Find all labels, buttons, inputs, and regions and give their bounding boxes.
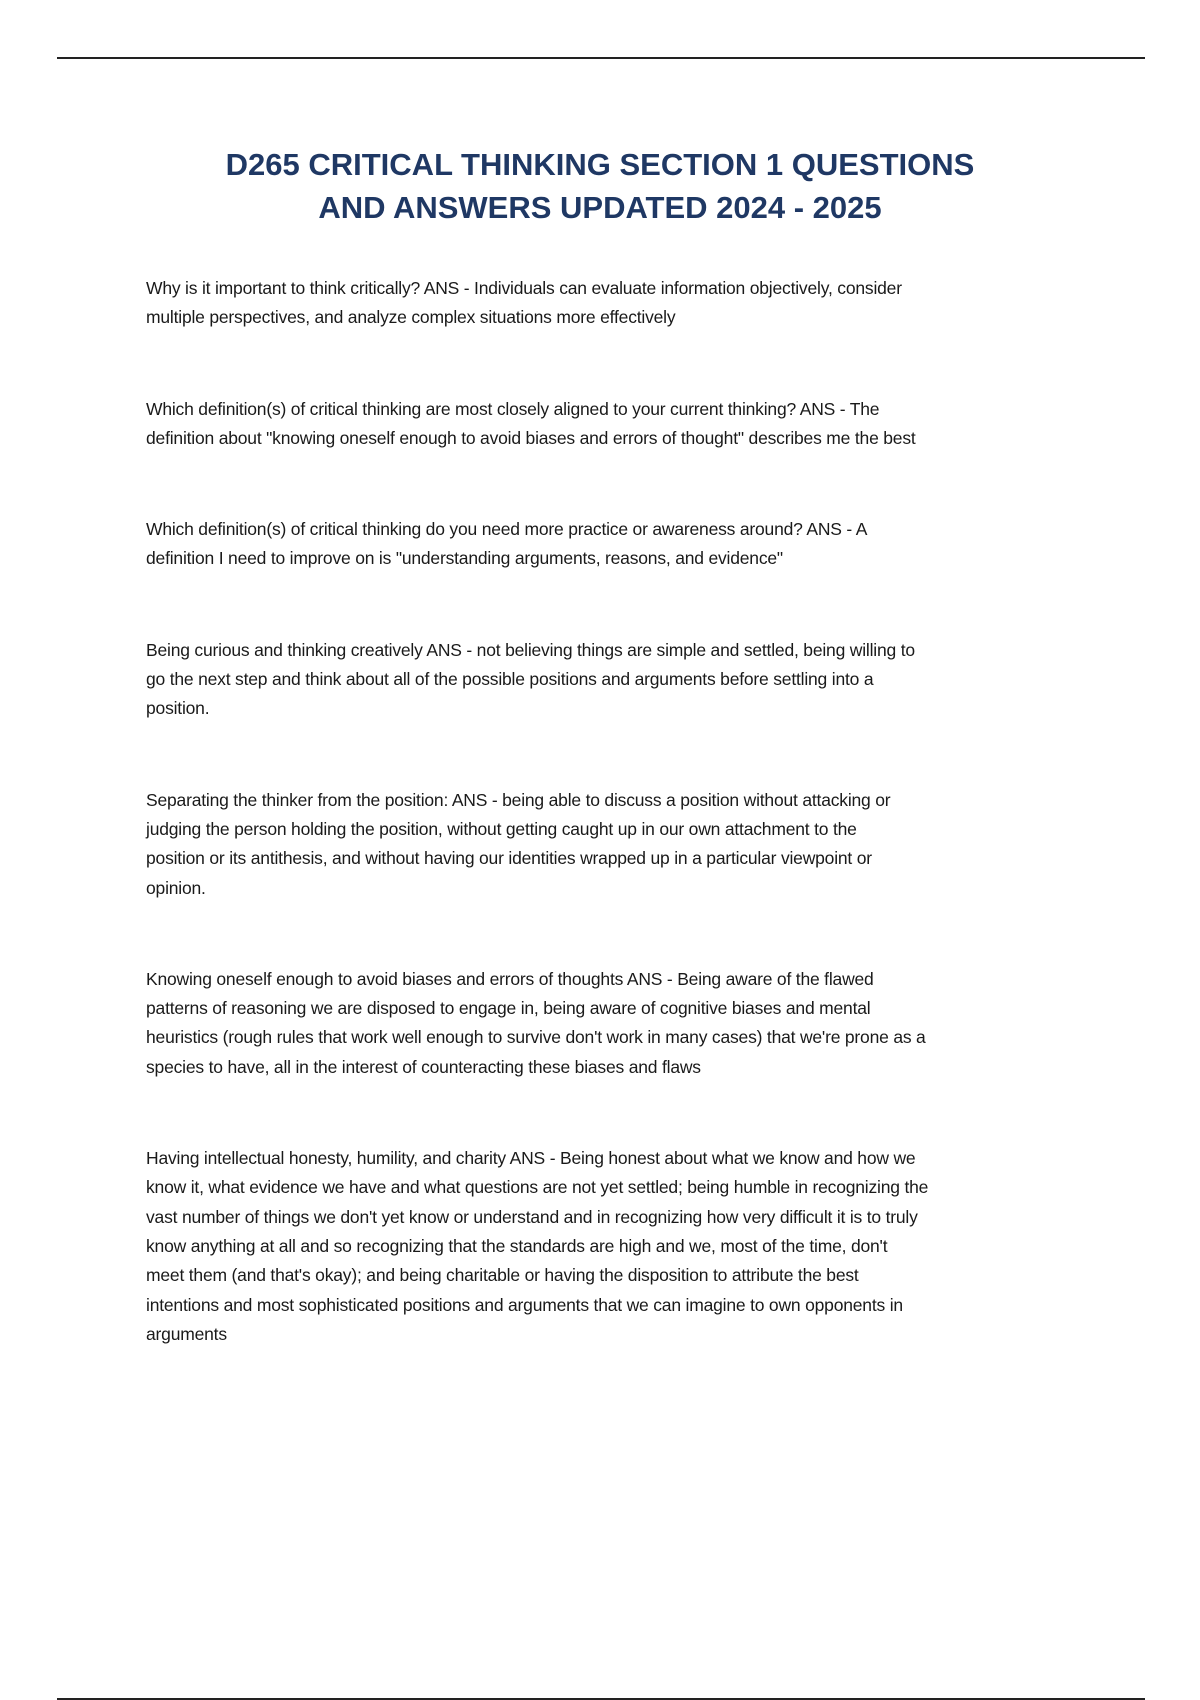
qa-line: multiple perspectives, and analyze complex situations more effectively [146,307,676,328]
qa-item [146,1144,1106,1349]
qa-line: Which definition(s) of critical thinking are most closely aligned to your current thinking? ANS - The [146,398,880,419]
qa-line: Knowing oneself enough to avoid biases and errors of thoughts ANS - Being aware of the flawed [146,968,874,989]
qa-line: Having intellectual honesty, humility, and charity ANS - Being honest about what we know and how we [146,1148,916,1169]
qa-line: vast number of things we don't yet know or understand and in recognizing how very difficult it is to truly [146,1206,918,1227]
header-rule [57,57,1145,59]
title-line: AND ANSWERS UPDATED 2024 - 2025 [318,190,882,225]
title-line: D265 CRITICAL THINKING SECTION 1 QUESTIONS [225,147,975,182]
qa-line: Being curious and thinking creatively ANS - not believing things are simple and settled, being willing to [146,639,915,660]
qa-item [146,786,1106,903]
qa-line: heuristics (rough rules that work well enough to survive don't work in many cases) that we're prone as a [146,1027,926,1048]
qa-line: judging the person holding the position, without getting caught up in our own attachment to the [146,818,857,839]
qa-line: go the next step and think about all of the possible positions and arguments before settling into a [146,669,874,690]
document-title [0,143,1200,229]
qa-line: arguments [146,1323,227,1344]
qa-line: definition I need to improve on is "understanding arguments, reasons, and evidence" [146,548,783,569]
qa-line: position or its antithesis, and without having our identities wrapped up in a particular viewpoint or [146,848,872,869]
qa-item [146,274,1106,333]
qa-item [146,965,1106,1082]
qa-line: definition about "knowing oneself enough to avoid biases and errors of thought" describes me the best [146,427,916,448]
qa-list [146,274,1106,1411]
qa-line: Which definition(s) of critical thinking do you need more practice or awareness around? ANS - A [146,519,868,540]
qa-item [146,515,1106,574]
qa-line: know anything at all and so recognizing that the standards are high and we, most of the time, don't [146,1235,888,1256]
qa-line: species to have, all in the interest of counteracting these biases and flaws [146,1056,701,1077]
qa-item [146,395,1106,454]
qa-line: Why is it important to think critically? ANS - Individuals can evaluate information objectively, consider [146,278,902,298]
qa-line: patterns of reasoning we are disposed to engage in, being aware of cognitive biases and mental [146,998,871,1019]
qa-line: opinion. [146,877,206,898]
qa-item [146,636,1106,724]
qa-line: know it, what evidence we have and what questions are not yet settled; being humble in recognizing the [146,1177,929,1198]
qa-line: Separating the thinker from the position: ANS - being able to discuss a position without attacking or [146,789,891,810]
qa-line: position. [146,698,210,719]
qa-line: intentions and most sophisticated positions and arguments that we can imagine to own opponents in [146,1294,903,1315]
qa-line: meet them (and that's okay); and being charitable or having the disposition to attribute the best [146,1265,859,1286]
